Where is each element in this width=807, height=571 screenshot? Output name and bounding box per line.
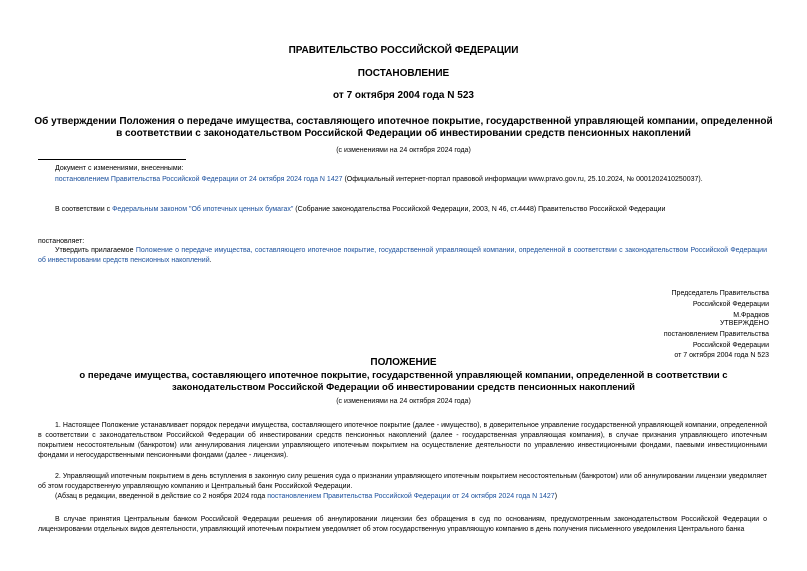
approval-country: Российской Федерации bbox=[692, 341, 769, 349]
preamble bbox=[55, 205, 665, 215]
note-amendment-link[interactable]: постановлением Правительства Российской Федерации от 24 октября 2024 года N 1427 bbox=[267, 493, 555, 500]
government-heading: ПРАВИТЕЛЬСТВО РОССИЙСКОЙ ФЕДЕРАЦИИ bbox=[288, 45, 519, 56]
amendment-source: (Официальный интернет-портал правовой информации www.pravo.gov.ru, 25.10.2024, № 0001202410250037). bbox=[342, 176, 703, 183]
regulation-subtitle: о передаче имущества, составляющего ипотечное покрытие, государственной управляющей компании, определенной в соответствии с законодательством Российской Федерации об инвестировании средств пенсионных накоплений bbox=[79, 370, 728, 393]
note-prefix: (Абзац в редакции, введенной в действие со 2 ноября 2024 года bbox=[55, 493, 268, 500]
approval-block bbox=[664, 319, 769, 362]
resolves-suffix: . bbox=[209, 257, 212, 264]
resolves-paragraph bbox=[38, 246, 767, 266]
preamble-prefix: В соответствии с bbox=[55, 206, 113, 213]
document-title: Об утверждении Положения о передаче имущества, составляющего ипотечное покрытие, государственной управляющей компании, определенной в соответствии с законодательством Российской Федерации об инвестировании средств пенсионных накоплений bbox=[34, 116, 773, 139]
approval-word: УТВЕРЖДЕНО bbox=[719, 320, 769, 327]
resolves-prefix: Утвердить прилагаемое bbox=[55, 247, 136, 254]
amendments-intro: Документ с изменениями, внесенными: bbox=[55, 165, 184, 172]
paragraph-2: 2. Управляющий ипотечным покрытием в день вступления в законную силу решения суда о признании управляющего ипотечным покрытием несостоятельным (банкротом) или об аннулировании лицензии уведомляет об этом государственную управляющую компанию и Центральный банк Российской Федерации. bbox=[38, 473, 767, 490]
federal-law-link[interactable]: Федеральным законом "Об ипотечных ценных бумагах" bbox=[112, 206, 294, 213]
signature-block bbox=[672, 289, 769, 321]
resolves-word: постановляет: bbox=[38, 238, 85, 245]
regulation-title: ПОЛОЖЕНИЕ bbox=[370, 357, 437, 368]
amendments-line bbox=[55, 175, 703, 185]
preamble-suffix: (Собрание законодательства Российской Федерации, 2003, N 46, ст.4448) Правительство Российской Федерации bbox=[293, 206, 666, 213]
date-number-heading: от 7 октября 2004 года N 523 bbox=[333, 90, 474, 101]
approval-date: от 7 октября 2004 года N 523 bbox=[674, 352, 769, 360]
paragraph-3: В случае принятия Центральным банком Российской Федерации решения об аннулировании лицензии без обращения в суд по основаниям, предусмотренным законодательством Российской Федерации о лицензировании отдельных видов деятельности, управляющий ипотечным покрытием уведомляет об этом государственную управляющую компанию в день получения письменного уведомления Центрального банка bbox=[38, 516, 767, 533]
doc-type-heading: ПОСТАНОВЛЕНИЕ bbox=[357, 68, 450, 79]
paragraph-2-note bbox=[55, 492, 557, 502]
amendment-link[interactable]: постановлением Правительства Российской Федерации от 24 октября 2024 года N 1427 bbox=[55, 176, 343, 183]
regulation-edition-note: (с изменениями на 24 октября 2024 года) bbox=[336, 398, 471, 405]
approval-by: постановлением Правительства bbox=[663, 330, 769, 338]
signature-name: М.Фрадков bbox=[733, 311, 769, 319]
signature-title: Председатель Правительства bbox=[671, 290, 769, 297]
regulation-link[interactable]: Положение о передаче имущества, составляющего ипотечное покрытие, государственной управляющей компании, определенной в соответствии с законодательством Российской Федерации об инвестировании средств пенсионных накоплений bbox=[38, 247, 767, 264]
divider bbox=[38, 159, 186, 160]
signature-country: Российской Федерации bbox=[692, 300, 769, 308]
note-suffix: ) bbox=[554, 493, 558, 500]
edition-note: (с изменениями на 24 октября 2024 года) bbox=[336, 147, 471, 154]
paragraph-1: 1. Настоящее Положение устанавливает порядок передачи имущества, составляющего ипотечное покрытие (далее - имущество), в доверительное управление государственной управляющей компании, определенной в соответствии с законодательством Российской Федерации об инвестировании средств пенсионных накоплений (далее - государственная управляющая компания), в случае признания управляющего ипотечным покрытием несостоятельным (банкротом) или аннулирования лицензии управляющего ипотечным покрытием на осуществление деятельности по управлению инвестиционными фондами, паевыми инвестиционными фондами и негосударственными пенсионными фондами (далее - лицензия). bbox=[38, 422, 767, 459]
